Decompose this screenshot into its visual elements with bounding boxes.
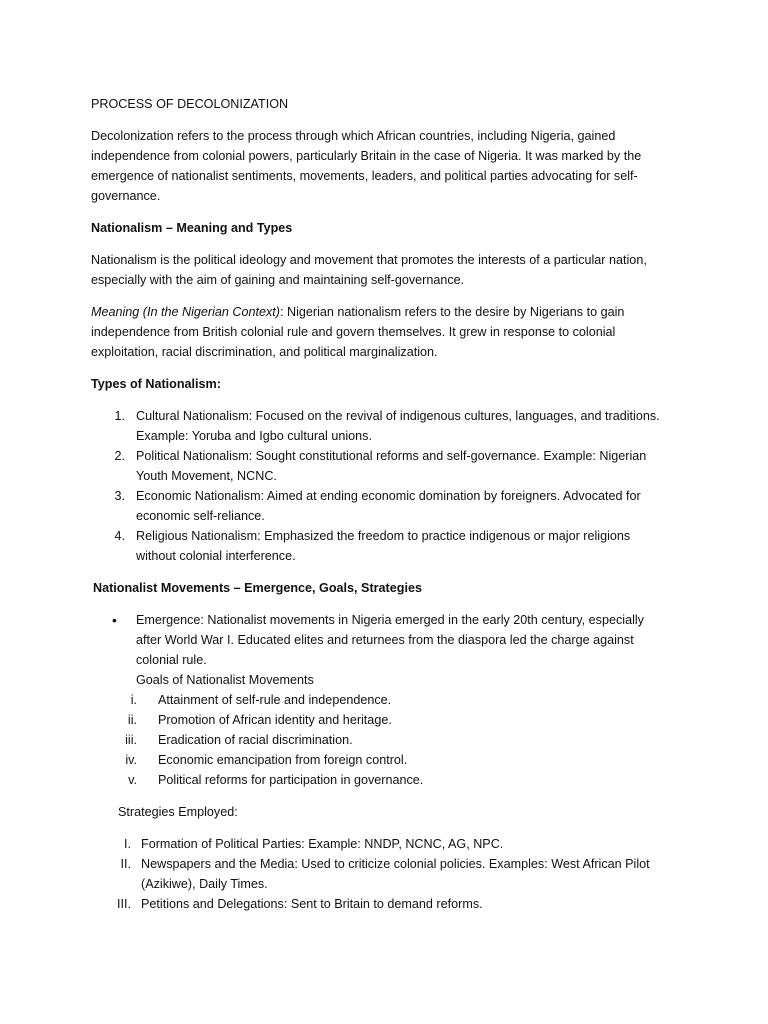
list-item-text: Political reforms for participation in governance. [158,773,424,787]
list-item [91,770,671,790]
list-item-text: Economic emancipation from foreign control. [158,753,408,767]
list-marker: III. [117,897,131,911]
section-heading-movements: Nationalist Movements – Emergence, Goals, Strategies [93,581,422,595]
types-list [91,406,671,566]
list-item [91,834,671,854]
list-marker: II. [120,857,131,871]
document-body [91,94,671,914]
nationalism-definition: Nationalism is the political ideology and movement that promotes the interests of a particular nation, especially with the aim of gaining and maintaining self-governance. [91,253,647,287]
goals-label: Goals of Nationalist Movements [136,673,314,687]
list-item [91,690,671,710]
list-item [91,406,671,446]
list-item-text: Formation of Political Parties: Example: NNDP, NCNC, AG, NPC. [141,837,504,851]
strategies-list [91,834,671,914]
goals-list [91,690,671,790]
list-item [91,730,671,750]
document-title: PROCESS OF DECOLONIZATION [91,97,289,111]
list-item [91,526,671,566]
list-marker: iii. [125,733,137,747]
meaning-text: : Nigerian nationalism refers to the desire by Nigerians to gain independence from British colonial rule and govern themselves. It grew in response to colonial exploitation, racial discrimination, and political marginalization. [91,305,625,359]
list-marker: i. [130,693,137,707]
list-item [91,894,671,914]
list-item [91,486,671,526]
list-item-text: Petitions and Delegations: Sent to Britain to demand reforms. [141,897,483,911]
meaning-label: Meaning (In the Nigerian Context) [91,305,281,319]
list-item [91,750,671,770]
types-heading: Types of Nationalism: [91,377,221,391]
meaning-paragraph [91,302,671,362]
list-marker: 1. [114,409,125,423]
list-item [91,854,671,894]
list-marker: 2. [114,449,125,463]
list-marker: 4. [114,529,125,543]
list-item [91,446,671,486]
list-item-text: Cultural Nationalism: Focused on the revival of indigenous cultures, languages, and traditions. Example: Yoruba and Igbo cultural unions. [136,409,660,443]
list-marker: iv. [125,753,137,767]
list-marker: ii. [127,713,137,727]
list-item-text: Newspapers and the Media: Used to criticize colonial policies. Examples: West African Pilot (Azikiwe), Daily Times. [141,857,650,891]
list-item-text: Religious Nationalism: Emphasized the freedom to practice indigenous or major religions without colonial interference. [136,529,631,563]
movements-list [91,610,671,790]
bullet-icon: • [112,612,117,628]
emergence-text: Emergence: Nationalist movements in Nigeria emerged in the early 20th century, especially after World War I. Educated elites and returnees from the diaspora led the charge against colonial rule. [136,613,644,667]
strategies-label: Strategies Employed: [118,805,238,819]
list-item-text: Economic Nationalism: Aimed at ending economic domination by foreigners. Advocated for economic self-reliance. [136,489,641,523]
list-item [91,610,671,790]
list-item-text: Political Nationalism: Sought constitutional reforms and self-governance. Example: Nigerian Youth Movement, NCNC. [136,449,647,483]
list-marker: 3. [114,489,125,503]
list-marker: v. [128,773,137,787]
list-item [91,710,671,730]
list-item-text: Attainment of self-rule and independence. [158,693,392,707]
intro-paragraph: Decolonization refers to the process through which African countries, including Nigeria, gained independence from colonial powers, particularly Britain in the case of Nigeria. It was marked by the emergence of nationalist sentiments, movements, leaders, and political parties advocating for self-governance. [91,129,642,203]
section-heading-nationalism: Nationalism – Meaning and Types [91,221,293,235]
list-item-text: Eradication of racial discrimination. [158,733,353,747]
list-marker: I. [124,837,131,851]
list-item-text: Promotion of African identity and heritage. [158,713,392,727]
